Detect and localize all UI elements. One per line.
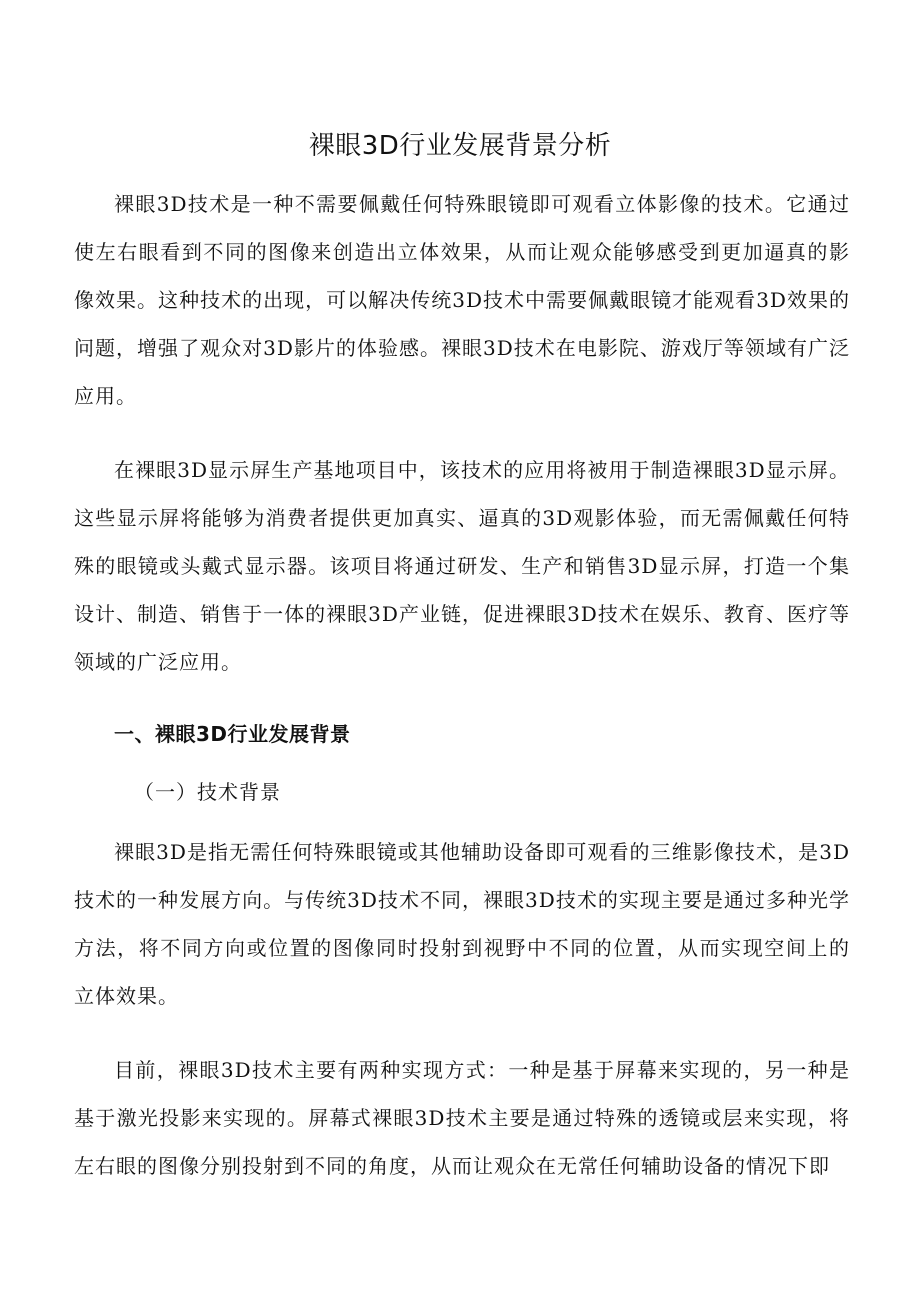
tech-paragraph-1: 裸眼3D是指无需任何特殊眼镜或其他辅助设备即可观看的三维影像技术，是3D技术的一种发展方向。与传统3D技术不同，裸眼3D技术的实现主要是通过多种光学方法，将不同方向或位置的图像同时投射到视野中不同的位置，从而实现空间上的立体效果。 [74,840,850,1008]
tech-paragraph-2: 目前，裸眼3D技术主要有两种实现方式：一种是基于屏幕来实现的，另一种是基于激光投影来实现的。屏幕式裸眼3D技术主要是通过特殊的透镜或层来实现，将左右眼的图像分别投射到不同的角度，从而让观众在无常任何辅助设备的情况下即 [74,1058,850,1178]
document-title: 裸眼3D行业发展背景分析 [308,131,612,161]
section-heading: 一、裸眼3D行业发展背景 [114,722,351,746]
subsection-heading: （一）技术背景 [134,780,281,804]
intro-paragraph-2: 在裸眼3D显示屏生产基地项目中，该技术的应用将被用于制造裸眼3D显示屏。这些显示屏将能够为消费者提供更加真实、逼真的3D观影体验，而无需佩戴任何特殊的眼镜或头戴式显示器。该项目将通过研发、生产和销售3D显示屏，打造一个集设计、制造、销售于一体的裸眼3D产业链，促进裸眼3D技术在娱乐、教育、医疗等领域的广泛应用。 [74,458,850,674]
document-body [74,180,850,1190]
intro-paragraph-1: 裸眼3D技术是一种不需要佩戴任何特殊眼镜即可观看立体影像的技术。它通过使左右眼看到不同的图像来创造出立体效果，从而让观众能够感受到更加逼真的影像效果。这种技术的出现，可以解决传统3D技术中需要佩戴眼镜才能观看3D效果的问题，增强了观众对3D影片的体验感。裸眼3D技术在电影院、游戏厅等领域有广泛应用。 [74,192,850,408]
